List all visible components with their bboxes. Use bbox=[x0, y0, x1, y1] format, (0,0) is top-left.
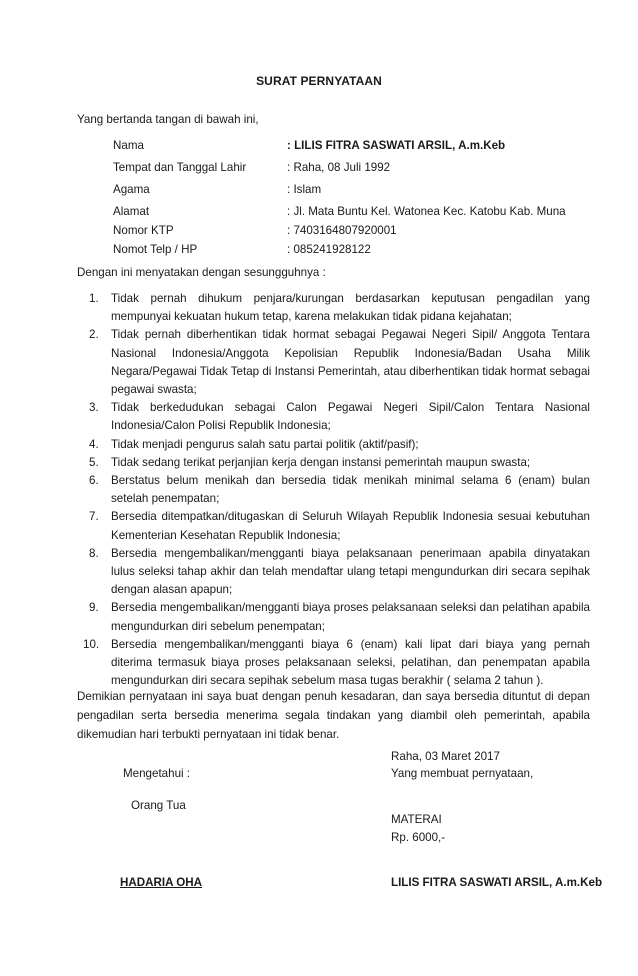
identity-value: : Jl. Mata Buntu Kel. Watonea Kec. Katobu Kab. Muna bbox=[287, 205, 566, 218]
list-item bbox=[77, 472, 590, 508]
declarant-caption: Yang membuat pernyataan, bbox=[391, 767, 534, 780]
item-number: 4. bbox=[89, 437, 99, 451]
item-text: Tidak pernah dihukum penjara/kurungan berdasarkan keputusan pengadilan yang mempunyai kekuatan hukum tetap, karena melakukan tidak pidana kejahatan; bbox=[111, 292, 590, 324]
place-date: Raha, 03 Maret 2017 bbox=[391, 750, 500, 763]
item-number: 6. bbox=[89, 474, 99, 488]
closing-paragraph: Demikian pernyataan ini saya buat dengan penuh kesadaran, dan saya bersedia dituntut di depan pengadilan serta bersedia menerima segala tindakan yang diambil oleh pemerintah, apabila dikemudian hari terbukti pernyataan ini tidak benar. bbox=[77, 690, 590, 741]
item-number: 7. bbox=[89, 510, 99, 524]
item-text: Bersedia ditempatkan/ditugaskan di Seluruh Wilayah Republik Indonesia sesuai kebutuhan Kementerian Kesehatan Republik Indonesia; bbox=[111, 510, 590, 542]
list-item bbox=[77, 636, 590, 691]
identity-label: Nama bbox=[113, 139, 144, 152]
item-text: Tidak sedang terikat perjanjian kerja dengan instansi pemerintah maupun swasta; bbox=[111, 455, 531, 469]
item-number: 3. bbox=[89, 401, 99, 415]
item-text: Berstatus belum menikah dan bersedia tidak menikah minimal selama 6 (enam) bulan setelah penempatan; bbox=[111, 474, 590, 506]
item-text: Bersedia mengembalikan/mengganti biaya pelaksanaan penerimaan apabila dinyatakan lulus seleksi tahap akhir dan telah mendaftar ulang tetapi mengundurkan diri secara sepihak dengan alasan apapun; bbox=[111, 546, 590, 597]
identity-value: : LILIS FITRA SASWATI ARSIL, A.m.Keb bbox=[287, 139, 506, 152]
item-number: 5. bbox=[89, 455, 99, 469]
list-item bbox=[77, 508, 590, 544]
stamp-label: MATERAI bbox=[391, 813, 442, 826]
list-item bbox=[77, 454, 590, 472]
document-title: SURAT PERNYATAAN bbox=[256, 74, 382, 88]
item-text: Tidak menjadi pengurus salah satu partai politik (aktif/pasif); bbox=[111, 437, 419, 451]
acknowledged-caption: Mengetahui : bbox=[123, 767, 191, 780]
identity-value: : 085241928122 bbox=[287, 243, 371, 256]
item-number: 8. bbox=[89, 546, 99, 560]
item-text: Bersedia mengembalikan/mengganti biaya 6 (enam) kali lipat dari biaya yang pernah diterima termasuk biaya proses pelaksanaan seleksi, pelatihan, dan penempatan apabila mengundurkan diri secara sepihak sebelum masa tugas berakhir ( selama 2 tahun ). bbox=[111, 637, 590, 688]
list-item bbox=[77, 599, 590, 635]
stamp-value: Rp. 6000,- bbox=[391, 831, 446, 844]
item-number: 10. bbox=[83, 637, 100, 651]
identity-label: Nomor KTP bbox=[113, 224, 174, 237]
identity-label: Nomot Telp / HP bbox=[113, 243, 198, 256]
item-text: Tidak berkedudukan sebagai Calon Pegawai Negeri Sipil/Calon Tentara Nasional Indonesia/Calon Polisi Republik Indonesia; bbox=[111, 401, 590, 433]
item-text: Bersedia mengembalikan/mengganti biaya proses pelaksanaan seleksi dan pelatihan apabila mengundurkan diri sebelum penempatan; bbox=[111, 601, 590, 633]
intro-text: Yang bertanda tangan di bawah ini, bbox=[77, 113, 259, 126]
statement-list bbox=[77, 290, 590, 690]
identity-label: Tempat dan Tanggal Lahir bbox=[113, 161, 247, 174]
identity-value: : Islam bbox=[287, 183, 322, 196]
identity-label: Alamat bbox=[113, 205, 150, 218]
list-item bbox=[77, 326, 590, 399]
identity-value: : Raha, 08 Juli 1992 bbox=[287, 161, 391, 174]
declaration-intro: Dengan ini menyatakan dengan sesungguhnya : bbox=[77, 266, 326, 279]
list-item bbox=[77, 545, 590, 600]
list-item bbox=[77, 399, 590, 435]
identity-label: Agama bbox=[113, 183, 150, 196]
declarant-name: LILIS FITRA SASWATI ARSIL, A.m.Keb bbox=[391, 876, 603, 889]
item-number: 1. bbox=[89, 292, 99, 305]
parent-name: HADARIA OHA bbox=[120, 876, 203, 889]
item-number: 2. bbox=[89, 328, 99, 342]
item-text: Tidak pernah diberhentikan tidak hormat sebagai Pegawai Negeri Sipil/ Anggota Tentara Nasional Indonesia/Anggota Kepolisian Republik Indonesia/Badan Usaha Milik Negara/Pegawai Tidak Tetap di Instansi Pemerintah, atau diberhentikan tidak hormat sebagai pegawai swasta; bbox=[111, 328, 590, 397]
identity-value: : 7403164807920001 bbox=[287, 224, 397, 237]
list-item bbox=[77, 436, 590, 454]
list-item bbox=[77, 290, 590, 326]
item-number: 9. bbox=[89, 601, 99, 615]
parent-caption: Orang Tua bbox=[131, 799, 186, 812]
